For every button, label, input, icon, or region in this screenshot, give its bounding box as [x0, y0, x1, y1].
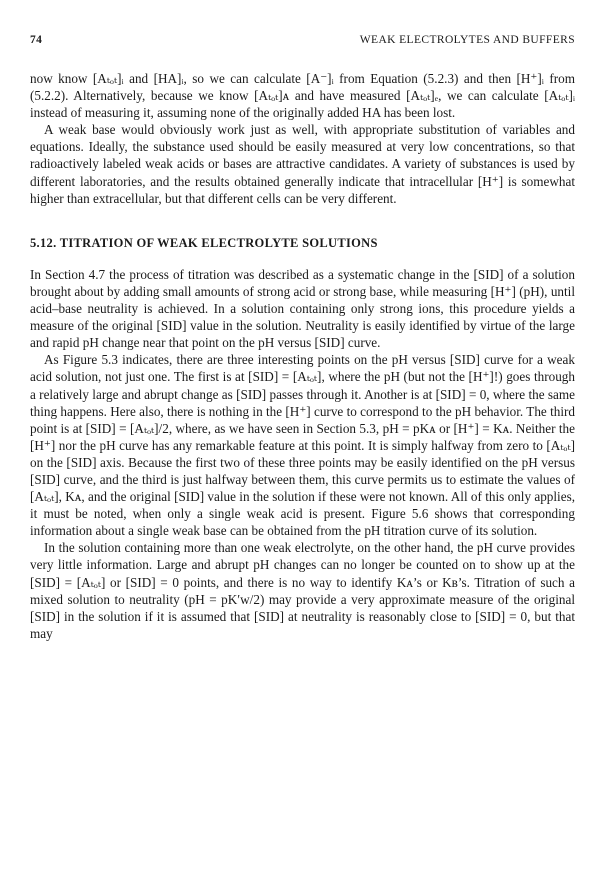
paragraph: In the solution containing more than one weak electrolyte, on the other hand, the pH curve provides very little information. Large and abrupt pH changes can no longer be counted on to show up at the [SID] = [Aₜₒₜ] or [SID] = 0 points, and there is no way to identify Kᴀ’s or Kʙ’s. Titration of such a mixed solution to neutrality (pH = pK′w/2) may provide a very approximate measure of the original [SID] in the solution if it is assumed that [SID] at neutrality is reasonably close to [SID] = 0, but that may [30, 540, 575, 641]
section-heading: 5.12. TITRATION OF WEAK ELECTROLYTE SOLUTIONS [30, 235, 378, 250]
paragraph-continued: now know [Aₜₒₜ]ᵢ and [HA]ᵢ, so we can calculate [A⁻]ᵢ from Equation (5.2.3) and then [H⁺]ᵢ from (5.2.2). Alternatively, because we know [Aₜₒₜ]ᴀ and have measured [Aₜₒₜ]ₑ, we can calculate [Aₜₒₜ]ᵢ instead of measuring it, assuming none of the originally added HA has been lost. [30, 71, 575, 121]
paragraph: In Section 4.7 the process of titration was described as a systematic change in the [SID] of a solution brought about by adding small amounts of strong acid or strong base, while measuring [H⁺] (pH), until acid–base neutrality is achieved. In a solution containing only strong ions, this procedure yields a measure of the original [SID] value in the solution. Neutrality is easily identified by virtue of the large and rapid pH change near that point on the pH versus [SID] curve. [30, 266, 575, 351]
paragraph: As Figure 5.3 indicates, there are three interesting points on the pH versus [SID] curve for a weak acid solution, not just one. The first is at [SID] = [Aₜₒₜ], where the pH (but not the [H⁺]!) goes through a relatively large and abrupt change as [SID] passes through it. Another is at [SID] = 0, where the same thing happens. Here also, there is nothing in the [H⁺] curve to correspond to the pH behavior. The third point is at [SID] = [Aₜₒₜ]/2, where, as we have seen in Section 5.3, pH = pKᴀ or [H⁺] = Kᴀ. Neither the [H⁺] nor the pH curve has any remarkable feature at this point. It is simply halfway from zero to [Aₜₒₜ] on the [SID] axis. Because the first two of these three points may be easily identified on the pH versus [SID] curve, and the third is just halfway between them, this curve permits us to estimate the values of [Aₜₒₜ], Kᴀ, and the original [SID] value in the solution if these were not known. All of this only applies, it must be noted, when only a single weak acid is present. Figure 5.6 shows that corresponding information about a single weak base can be obtained from the pH titration curve of its solution. [30, 352, 575, 539]
body-text [30, 70, 575, 642]
paragraph: A weak base would obviously work just as well, with appropriate substitution of variables and equations. Ideally, the substance used should be easily measured at very low concentrations, so that radioactively labeled weak acids or bases are attractive candidates. A variety of substances is used by different laboratories, and the results obtained generally indicate that intracellular [H⁺] is somewhat higher than extracellular, but that different cells can be very different. [30, 122, 575, 206]
page-number: 74 [30, 34, 43, 46]
running-title: WEAK ELECTROLYTES AND BUFFERS [359, 34, 575, 46]
